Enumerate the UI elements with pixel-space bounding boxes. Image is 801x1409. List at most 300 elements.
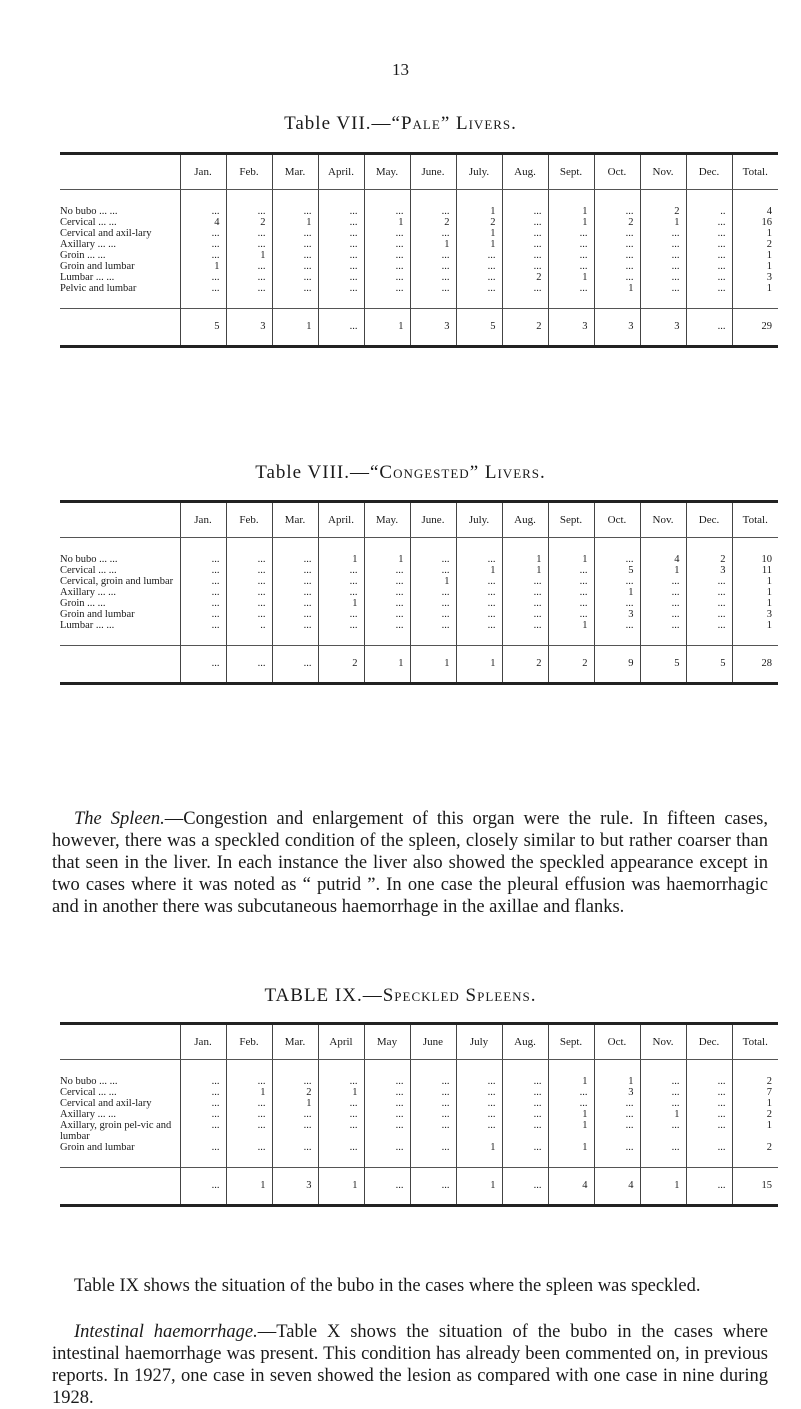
column-header: Total.	[732, 1024, 778, 1060]
row-label: Groin and lumbar	[60, 1142, 135, 1153]
total-cell: ...	[318, 309, 364, 347]
total-cell: ...	[180, 1168, 226, 1206]
table-cell: ...	[640, 1087, 686, 1098]
table-row	[60, 598, 778, 609]
column-header: Sept.	[548, 502, 594, 538]
table-cell: ...	[272, 272, 318, 283]
header-row	[60, 502, 778, 538]
page-number: 13	[392, 60, 409, 79]
total-cell: ...	[410, 1168, 456, 1206]
table-cell: 1	[594, 1060, 640, 1088]
table-cell: ...	[410, 1109, 456, 1120]
table-cell: ...	[272, 261, 318, 272]
table-cell: ...	[410, 1087, 456, 1098]
table-cell: 1	[180, 261, 226, 272]
table-cell: ...	[226, 261, 272, 272]
table-cell: 1	[548, 217, 594, 228]
table-cell: ...	[594, 538, 640, 566]
total-cell: 1	[318, 1168, 364, 1206]
total-cell: 3	[410, 309, 456, 347]
table-cell: ...	[180, 1120, 226, 1142]
table-cell: 7	[732, 1087, 778, 1098]
table-cell: ...	[410, 283, 456, 309]
table-cell: ...	[640, 1060, 686, 1088]
table-cell: ...	[180, 565, 226, 576]
table-cell: 1	[594, 283, 640, 309]
intestinal-heading: Intestinal haemorrhage.	[74, 1322, 258, 1342]
table-8-congested-livers	[60, 500, 778, 685]
table-cell: ...	[272, 283, 318, 309]
table-cell: ...	[640, 239, 686, 250]
table-row	[60, 1098, 778, 1109]
table-cell: 1	[548, 1120, 594, 1142]
table-row	[60, 239, 778, 250]
table-cell: ...	[272, 576, 318, 587]
table-cell: 2	[226, 217, 272, 228]
table-cell: 1	[272, 1098, 318, 1109]
total-cell: 1	[456, 1168, 502, 1206]
table-cell: ...	[594, 261, 640, 272]
table-cell: ...	[410, 250, 456, 261]
total-cell: 5	[640, 646, 686, 684]
table-cell: ...	[226, 609, 272, 620]
table-cell: ...	[226, 283, 272, 309]
table-cell: 1	[732, 1120, 778, 1142]
row-label: Lumbar ... ...	[60, 620, 115, 631]
table-cell: ...	[502, 228, 548, 239]
table-cell: 2	[272, 1087, 318, 1098]
table-9-speckled-spleens	[60, 1022, 778, 1207]
column-header: Aug.	[502, 502, 548, 538]
column-header: July.	[456, 502, 502, 538]
table-cell: ...	[364, 609, 410, 620]
table-cell: 1	[548, 1060, 594, 1088]
table-cell: ...	[410, 609, 456, 620]
table-cell: ...	[272, 598, 318, 609]
table-row	[60, 538, 778, 566]
column-header: July.	[456, 154, 502, 190]
table-cell: 2	[732, 1060, 778, 1088]
table-cell: ...	[410, 228, 456, 239]
table-cell: ...	[594, 1142, 640, 1168]
table-cell: 4	[732, 190, 778, 218]
table-cell: ...	[548, 576, 594, 587]
column-header: Feb.	[226, 154, 272, 190]
total-cell: 3	[226, 309, 272, 347]
table-cell: ...	[456, 587, 502, 598]
column-header: Feb.	[226, 1024, 272, 1060]
table-cell: ...	[502, 609, 548, 620]
table-cell: 1	[456, 228, 502, 239]
table-cell: 10	[732, 538, 778, 566]
table-cell: ...	[318, 1142, 364, 1168]
table-cell: ...	[226, 538, 272, 566]
row-label: Groin ... ...	[60, 598, 106, 609]
table-cell: 1	[318, 538, 364, 566]
table-cell: ..	[686, 190, 732, 218]
column-header: Dec.	[686, 154, 732, 190]
table-cell: ...	[640, 1142, 686, 1168]
table-cell: ...	[410, 565, 456, 576]
column-header: May	[364, 1024, 410, 1060]
table-cell: 1	[732, 283, 778, 309]
table-cell: ...	[640, 250, 686, 261]
table-cell: ...	[594, 250, 640, 261]
table-cell: ...	[318, 1120, 364, 1142]
table-cell: ...	[410, 272, 456, 283]
table-cell: ...	[364, 565, 410, 576]
table-row	[60, 272, 778, 283]
table-cell: ...	[364, 261, 410, 272]
table-cell: ...	[502, 250, 548, 261]
table-cell: ...	[686, 620, 732, 646]
table-cell: ...	[318, 228, 364, 239]
total-cell: ...	[686, 309, 732, 347]
table-cell: ...	[272, 620, 318, 646]
table-cell: ...	[180, 239, 226, 250]
table-cell: 1	[732, 250, 778, 261]
table-cell: 11	[732, 565, 778, 576]
table-cell: ...	[502, 261, 548, 272]
table-cell: ...	[180, 1060, 226, 1088]
table-cell: ...	[180, 1087, 226, 1098]
table-cell: 1	[732, 1098, 778, 1109]
table-cell: 4	[180, 217, 226, 228]
table-cell: ...	[180, 1142, 226, 1168]
total-cell: 28	[732, 646, 778, 684]
column-header: Nov.	[640, 502, 686, 538]
table-cell: ...	[318, 272, 364, 283]
table-row	[60, 565, 778, 576]
table-cell: 1	[548, 620, 594, 646]
totals-row	[60, 1168, 778, 1206]
table-cell: ...	[502, 190, 548, 218]
row-label: Groin and lumbar	[60, 609, 135, 620]
column-header: Aug.	[502, 1024, 548, 1060]
table-cell: ...	[686, 587, 732, 598]
table-8-title: Table VIII.—“Congested” Livers.	[255, 462, 546, 483]
table-cell: ...	[180, 250, 226, 261]
table-cell: ...	[226, 228, 272, 239]
table-9-paragraph: Table IX shows the situation of the bubo in the cases where the spleen was speckled.	[74, 1276, 701, 1296]
table-cell: ...	[456, 1109, 502, 1120]
row-label: Cervical ... ...	[60, 217, 117, 228]
table-cell: ...	[548, 1098, 594, 1109]
intestinal-body: —Table X shows the situation of the bubo in the cases where intestinal haemorrhage was present. This condition has already been commented on, in previous reports. In 1927, one case in seven showed the lesion as compared with one case in nine during 1928.	[52, 1322, 768, 1408]
table-cell: ...	[180, 283, 226, 309]
table-cell: ...	[594, 1120, 640, 1142]
table-cell: ...	[364, 272, 410, 283]
table-cell: 1	[732, 598, 778, 609]
table-cell: ...	[502, 587, 548, 598]
table-cell: ...	[686, 261, 732, 272]
table-cell: ...	[456, 538, 502, 566]
table-cell: ...	[318, 190, 364, 218]
totals-label-blank	[60, 646, 180, 684]
spleen-paragraph	[52, 808, 768, 918]
table-cell: ...	[364, 587, 410, 598]
total-cell: 3	[640, 309, 686, 347]
table-row	[60, 190, 778, 218]
table-cell: ...	[226, 239, 272, 250]
column-header: June.	[410, 502, 456, 538]
table-cell: ...	[272, 1109, 318, 1120]
table-cell: 1	[410, 576, 456, 587]
table-cell: ...	[502, 620, 548, 646]
row-label: Groin and lumbar	[60, 261, 135, 272]
row-label: No bubo ... ...	[60, 1076, 118, 1087]
table-cell: 2	[502, 272, 548, 283]
table-cell: ...	[640, 261, 686, 272]
table-cell: ...	[502, 1098, 548, 1109]
table-cell: 3	[594, 609, 640, 620]
column-header: Oct.	[594, 502, 640, 538]
row-label: Axillary ... ...	[60, 1109, 116, 1120]
table-cell: ...	[456, 1060, 502, 1088]
table-cell: 1	[548, 1142, 594, 1168]
table-cell: ...	[364, 620, 410, 646]
table-cell: ...	[226, 190, 272, 218]
table-cell: 1	[548, 272, 594, 283]
column-header: Aug.	[502, 154, 548, 190]
table-cell: ...	[640, 1120, 686, 1142]
table-cell: 1	[548, 538, 594, 566]
table-cell: ...	[410, 587, 456, 598]
table-cell: ...	[318, 565, 364, 576]
row-label: Pelvic and lumbar	[60, 283, 137, 294]
total-cell: 9	[594, 646, 640, 684]
column-header: Sept.	[548, 154, 594, 190]
table-cell: ...	[410, 598, 456, 609]
total-cell: 2	[318, 646, 364, 684]
table-cell: ...	[180, 1109, 226, 1120]
column-header: Nov.	[640, 154, 686, 190]
total-cell: ...	[272, 646, 318, 684]
total-cell: ...	[502, 1168, 548, 1206]
total-cell: 5	[180, 309, 226, 347]
table-row	[60, 1109, 778, 1120]
table-row	[60, 620, 778, 646]
column-header: Oct.	[594, 1024, 640, 1060]
table-cell: ...	[410, 190, 456, 218]
row-label: Lumbar ... ...	[60, 272, 115, 283]
table-cell: ...	[640, 598, 686, 609]
table-row	[60, 217, 778, 228]
table-cell: ...	[226, 576, 272, 587]
column-header: April	[318, 1024, 364, 1060]
header-blank	[60, 502, 180, 538]
table-cell: 1	[640, 565, 686, 576]
table-cell: 5	[594, 565, 640, 576]
column-header: April.	[318, 502, 364, 538]
table-cell: 2	[640, 190, 686, 218]
spleen-heading: The Spleen.	[74, 809, 165, 829]
column-header: Sept.	[548, 1024, 594, 1060]
table-cell: ...	[226, 1142, 272, 1168]
table-cell: ...	[180, 272, 226, 283]
table-cell: ...	[180, 1098, 226, 1109]
table-cell: ...	[318, 250, 364, 261]
total-cell: 15	[732, 1168, 778, 1206]
table-cell: 1	[732, 261, 778, 272]
table-cell: ...	[180, 620, 226, 646]
column-header: Mar.	[272, 502, 318, 538]
table-cell: ...	[318, 217, 364, 228]
table-cell: 1	[456, 190, 502, 218]
table-cell: ...	[594, 576, 640, 587]
total-cell: 1	[226, 1168, 272, 1206]
table-cell: ...	[548, 239, 594, 250]
total-cell: 2	[502, 309, 548, 347]
column-header: Dec.	[686, 502, 732, 538]
table-7-pale-livers	[60, 152, 778, 348]
table-cell: ...	[502, 283, 548, 309]
table-cell: ...	[548, 587, 594, 598]
table-cell: ...	[548, 565, 594, 576]
column-header: Mar.	[272, 154, 318, 190]
table-cell: ...	[272, 1120, 318, 1142]
table-cell: ...	[686, 576, 732, 587]
table-cell: ...	[456, 609, 502, 620]
total-cell: 3	[548, 309, 594, 347]
total-cell: 1	[364, 309, 410, 347]
table-cell: ...	[640, 1098, 686, 1109]
table-cell: 3	[732, 272, 778, 283]
table-cell: ...	[456, 250, 502, 261]
table-row	[60, 250, 778, 261]
table-cell: ...	[410, 620, 456, 646]
table-cell: 1	[640, 1109, 686, 1120]
table-cell: 2	[410, 217, 456, 228]
table-cell: ...	[272, 250, 318, 261]
table-9-title: TABLE IX.—Speckled Spleens.	[264, 985, 537, 1006]
table-row	[60, 1087, 778, 1098]
column-header: Jan.	[180, 502, 226, 538]
table-cell: ...	[548, 598, 594, 609]
row-label: Groin ... ...	[60, 250, 106, 261]
table-cell: ...	[640, 587, 686, 598]
total-cell: 4	[548, 1168, 594, 1206]
row-label: Cervical ... ...	[60, 1087, 117, 1098]
header-row	[60, 1024, 778, 1060]
total-cell: 3	[272, 1168, 318, 1206]
table-cell: ...	[318, 1109, 364, 1120]
total-cell: 1	[410, 646, 456, 684]
table-cell: ...	[456, 261, 502, 272]
row-label: No bubo ... ...	[60, 554, 118, 565]
table-cell: ...	[226, 1120, 272, 1142]
table-cell: ...	[594, 228, 640, 239]
table-cell: 1	[318, 598, 364, 609]
table-cell: ...	[364, 250, 410, 261]
table-cell: 1	[456, 1142, 502, 1168]
header-blank	[60, 1024, 180, 1060]
table-cell: ...	[594, 272, 640, 283]
total-cell: 1	[640, 1168, 686, 1206]
table-cell: ...	[502, 1120, 548, 1142]
column-header: July	[456, 1024, 502, 1060]
table-cell: ...	[686, 1060, 732, 1088]
total-cell: ...	[180, 646, 226, 684]
table-cell: ...	[318, 261, 364, 272]
table-cell: ...	[548, 228, 594, 239]
table-cell: 1	[502, 565, 548, 576]
table-cell: ...	[318, 609, 364, 620]
table-cell: ...	[594, 1109, 640, 1120]
table-cell: ...	[686, 1142, 732, 1168]
table-cell: ...	[502, 1142, 548, 1168]
table-cell: 1	[318, 1087, 364, 1098]
table-cell: 4	[640, 538, 686, 566]
table-cell: ...	[364, 239, 410, 250]
table-cell: 1	[732, 576, 778, 587]
table-cell: ...	[686, 272, 732, 283]
totals-row	[60, 646, 778, 684]
table-cell: ...	[180, 228, 226, 239]
table-cell: ...	[502, 1087, 548, 1098]
table-cell: ...	[686, 283, 732, 309]
table-cell: ...	[686, 1109, 732, 1120]
table-cell: ...	[410, 1120, 456, 1142]
column-header: Nov.	[640, 1024, 686, 1060]
table-cell: 1	[410, 239, 456, 250]
table-row	[60, 1142, 778, 1168]
table-cell: ...	[410, 261, 456, 272]
table-cell: ...	[640, 620, 686, 646]
table-cell: ...	[640, 609, 686, 620]
table-row	[60, 283, 778, 309]
table-cell: ...	[456, 283, 502, 309]
column-header: Mar.	[272, 1024, 318, 1060]
table-cell: ...	[364, 283, 410, 309]
table-cell: ...	[410, 1142, 456, 1168]
table-cell: 2	[594, 217, 640, 228]
total-cell: 4	[594, 1168, 640, 1206]
table-cell: ...	[502, 576, 548, 587]
table-cell: ...	[180, 576, 226, 587]
table-cell: ...	[226, 272, 272, 283]
table-cell: 1	[548, 190, 594, 218]
table-cell: ...	[364, 228, 410, 239]
table-cell: ...	[226, 598, 272, 609]
table-cell: 1	[732, 620, 778, 646]
total-cell: ...	[226, 646, 272, 684]
table-cell: 1	[272, 217, 318, 228]
table-cell: ...	[272, 1060, 318, 1088]
row-label: Cervical ... ...	[60, 565, 117, 576]
table-row	[60, 1120, 778, 1142]
row-label: Cervical and axil-lary	[60, 228, 152, 239]
table-cell: ...	[456, 1087, 502, 1098]
table-cell: ...	[640, 576, 686, 587]
table-cell: 1	[226, 1087, 272, 1098]
table-cell: ...	[318, 1060, 364, 1088]
table-cell: ...	[502, 239, 548, 250]
table-cell: ...	[456, 272, 502, 283]
table-cell: ...	[272, 239, 318, 250]
table-row	[60, 609, 778, 620]
table-cell: ...	[226, 1109, 272, 1120]
column-header: Total.	[732, 502, 778, 538]
table-cell: ...	[180, 609, 226, 620]
table-cell: ...	[686, 1098, 732, 1109]
table-cell: 16	[732, 217, 778, 228]
header-blank	[60, 154, 180, 190]
table-cell: ...	[410, 1098, 456, 1109]
table-cell: 1	[456, 239, 502, 250]
table-cell: ...	[364, 1142, 410, 1168]
table-cell: ...	[548, 1087, 594, 1098]
